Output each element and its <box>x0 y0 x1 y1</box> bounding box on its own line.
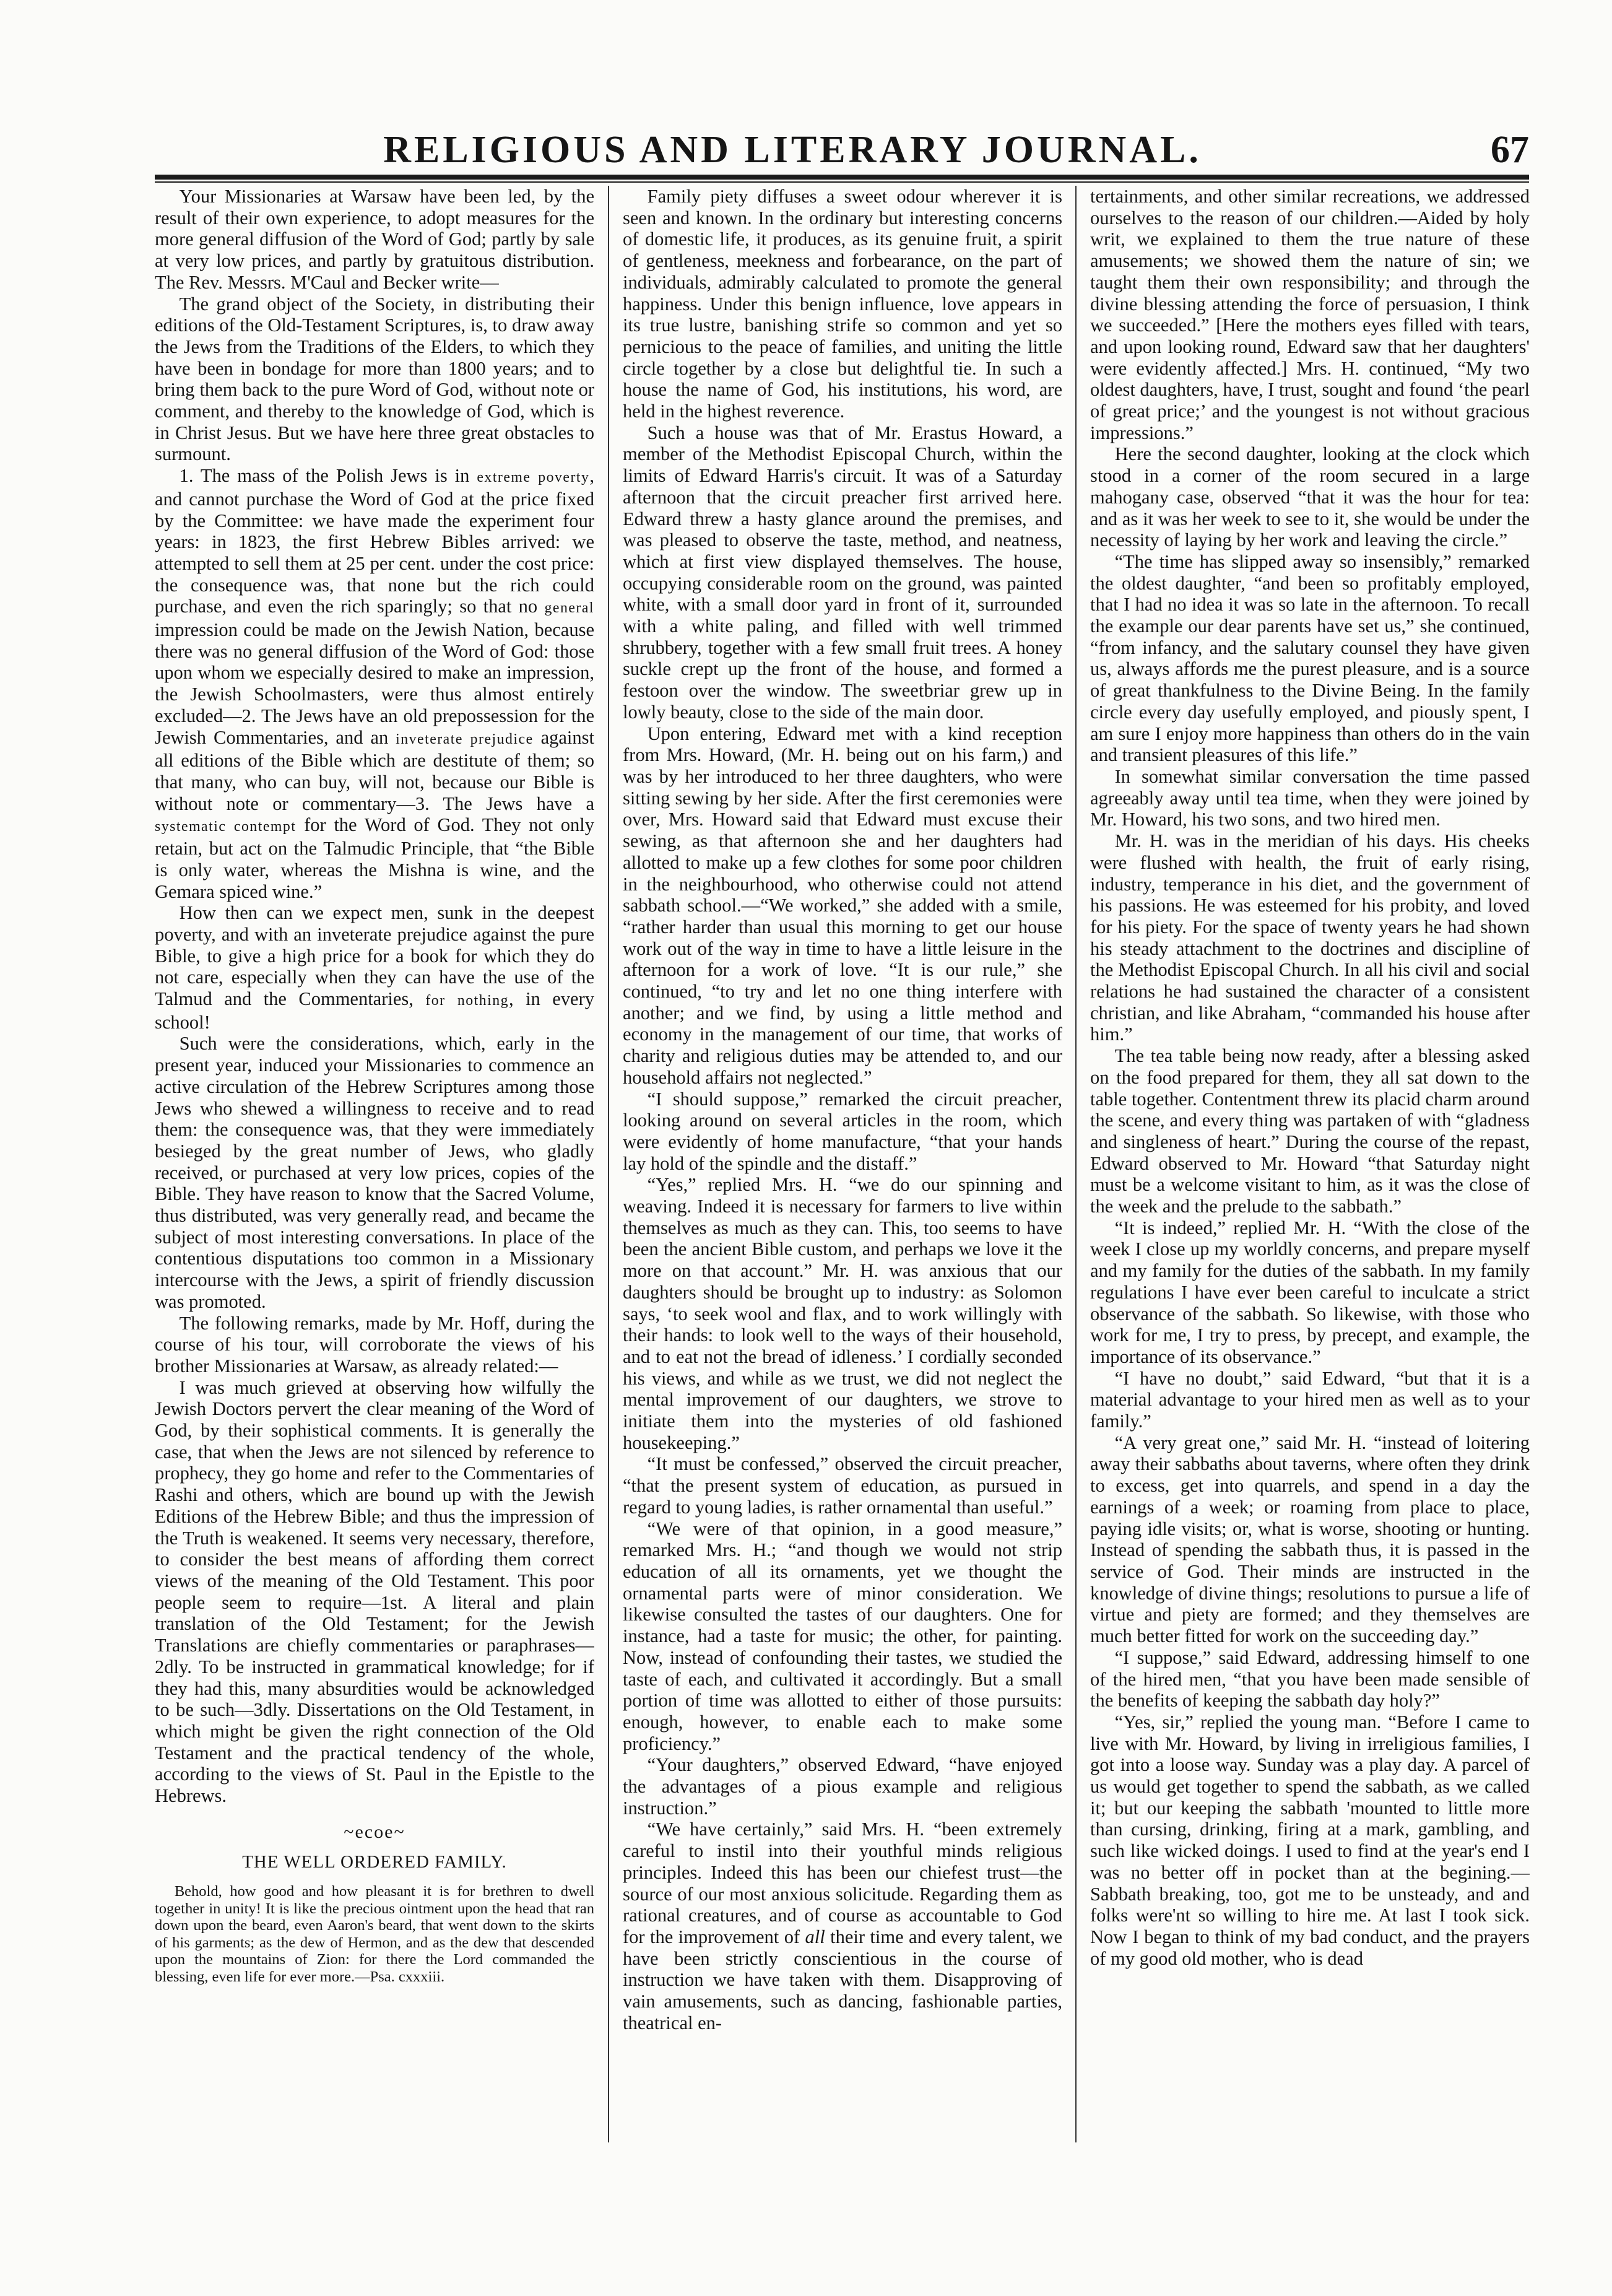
paragraph: “Yes, sir,” replied the young man. “Before I came to live with Mr. Howard, by living in irreligious families, I got into a loose way. Sunday was a play day. A parcel of us would get together to spend the sabbath, as we called it; but our keeping the sabbath 'mounted to little more than cursing, drinking, firing at a mark, gambling, and such like wicked doings. I used to find at the year's end I was no better off in pocket than at the begining.—Sabbath breaking, too, got me to be unsteady, and and folks were'nt so willing to hire me. At last I took sick. Now I began to think of my bad conduct, and the prayers of my good old mother, who is dead <box>1090 1711 1530 1969</box>
paragraph: “I should suppose,” remarked the circuit preacher, looking around on several articles in the room, which were evidently of home manufacture, “that your hands lay hold of the spindle and the distaff.” <box>623 1088 1062 1174</box>
page-number: 67 <box>1491 129 1529 171</box>
column-middle <box>623 186 1062 2167</box>
header-rule-thin <box>155 181 1529 183</box>
paragraph: “It must be confessed,” observed the circuit preacher, “that the present system of education, as pursued in regard to young ladies, is rather ornamental than useful.” <box>623 1453 1062 1518</box>
text-run: , and cannot purchase the Word of God at the price fixed by the Committee: we have made the experiment four years: in 1823, the first Hebrew Bibles arrived: we attempted to sell them at 25 per cent. under the cost price: the consequence was, that none but the rich could purchase, and even the rich sparingly; so that no <box>155 465 594 617</box>
paragraph: Upon entering, Edward met with a kind reception from Mrs. Howard, (Mr. H. being out on his farm,) and was by her introduced to her three daughters, who were sitting sewing by her side. After the first ceremonies were over, Mrs. Howard said that Edward must excuse their sewing, as that afternoon she and her daughters had allotted to make up a few clothes for some poor children in the neighbourhood, who otherwise could not attend sabbath school.—“We worked,” she added with a smile, “rather harder than usual this morning to get our house work out of the way in time to have a little leisure in the afternoon for a work of love. “It is our rule,” she continued, “to try and let no one thing interfere with another; and we find, by using a little method and economy in the management of our time, that works of charity and religious duties may be attended to, and our household affairs not neglected.” <box>623 723 1062 1088</box>
paragraph: The grand object of the Society, in distributing their editions of the Old-Testament Scriptures, is, to draw away the Jews from the Traditions of the Elders, to which they have been in bondage for more than 1800 years; and to bring them back to the pure Word of God, without note or comment, and thereby to the knowledge of God, which is in Christ Jesus. But we have here three great obstacles to surmount. <box>155 293 594 465</box>
paragraph <box>155 902 594 1033</box>
column-divider <box>1075 186 1077 2142</box>
italic-text: all <box>805 1926 825 1947</box>
small-caps-text: for nothing <box>425 993 509 1009</box>
paragraph: Your Missionaries at Warsaw have been led, by the result of their own experience, to adopt measures for the more general diffusion of the Word of God; partly by sale at very low prices, and partly by gratuitous distribution. The Rev. Messrs. M'Caul and Becker write— <box>155 186 594 293</box>
paragraph: “I have no doubt,” said Edward, “but that it is a material advantage to your hired men as well as to your family.” <box>1090 1367 1530 1432</box>
paragraph: Here the second daughter, looking at the clock which stood in a corner of the room secured in a large mahogany case, observed “that it was the hour for tea: and as it was her week to see to it, she would be under the necessity of laying by her work and leaving the circle.” <box>1090 443 1530 551</box>
paragraph: I was much grieved at observing how wilfully the Jewish Doctors pervert the clear meaning of the Word of God, by their sophistical comments. It is generally the case, that when the Jews are not silenced by reference to prophecy, they go home and refer to the Commentaries of Rashi and others, which are bound up with the Jewish Editions of the Hebrew Bible; and thus the impression of the Truth is weakened. It seems very necessary, therefore, to consider the best means of affording them correct views of the meaning of the Old Testament. This poor people seem to require—1st. A literal and plain translation of the Old Testament; for the Jewish Translations are chiefly commentaries or paraphrases—2dly. To be instructed in grammatical knowledge; for if they had this, many absurdities would be acknowledged to be such—3dly. Dissertations on the Old Testament, in which might be given the right connection of the Old Testament and the practical tendency of the whole, according to the views of St. Paul in the Epistle to the Hebrews. <box>155 1376 594 1807</box>
page-header <box>155 127 1529 180</box>
text-run: How then can we expect men, sunk in the deepest poverty, and with an inveterate prejudice against the pure Bible, to give a high price for a book for which they do not care, especially when they can have the use of the Talmud and the Commentaries, <box>155 902 594 1010</box>
column-right <box>1090 186 1530 2167</box>
text-run: , in every school! <box>155 988 594 1033</box>
paragraph: “We were of that opinion, in a good measure,” remarked Mrs. H.; “and though we would not strip education of all its ornaments, yet we thought the ornamental parts were of minor consideration. We likewise consulted the tastes of our daughters. One for instance, had a taste for music; the other, for painting. Now, instead of confounding their tastes, we studied the taste of each, and cultivated it accordingly. But a small portion of time was allotted to either of those pursuits: enough, however, to enable each to make some proficiency.” <box>623 1518 1062 1754</box>
text-run: against all editions of the Bible which are destitute of them; so that many, who can buy, will not, because our Bible is without note or commentary—3. The Jews have a <box>155 726 594 814</box>
paragraph: tertainments, and other similar recreations, we addressed ourselves to the reason of our children.—Aided by holy writ, we explained to them the true nature of these amusements; we showed them the nature of sin; we taught them their own responsibility; and through the divine blessing attending the force of persuasion, I think we succeeded.” [Here the mothers eyes filled with tears, and upon looking round, Edward saw that her daughters' were evidently affected.] Mrs. H. continued, “My two oldest daughters, have, I trust, sought and found ‘the pearl of great price;’ and the youngest is not without gracious impressions.” <box>1090 186 1530 443</box>
small-caps-text: extreme poverty <box>477 469 590 486</box>
paragraph: The tea table being now ready, after a blessing asked on the food prepared for them, they all sat down to the table together. Contentment threw its placid charm around the scene, and every thing was partaken of with “gladness and singleness of heart.” During the course of the repast, Edward observed to Mr. Howard “that Saturday night must be a welcome visitant to him, as it was the close of the week and the prelude to the sabbath.” <box>1090 1045 1530 1217</box>
ornament-divider: ~ecoe~ <box>344 1821 405 1842</box>
section-heading: THE WELL ORDERED FAMILY. <box>242 1852 507 1872</box>
paragraph: “The time has slipped away so insensibly,” remarked the oldest daughter, “and been so profitably employed, that I had no idea it was so late in the afternoon. To recall the example our dear parents have set us,” she continued, “from infancy, and the salutary counsel they have given us, always affords me the purest pleasure, and is a source of great thankfulness to the Divine Being. In the family circle every day usefully employed, and piously spent, I am sure I enjoy more happiness than others do in the vain and transient pleasures of this life.” <box>1090 550 1530 766</box>
small-caps-text: systematic contempt <box>155 819 297 835</box>
paragraph: “Yes,” replied Mrs. H. “we do our spinning and weaving. Indeed it is necessary for farmers to live within themselves as much as they can. This, too seems to have been the ancient Bible custom, and perhaps we love it the more on that account.” Mr. H. was anxious that our daughters should be brought up to industry: as Solomon says, ‘to seek wool and flax, and to work willingly with their hands: to look well to the ways of their household, and to eat not the bread of idleness.’ I cordially seconded his views, and while as we trust, we did not neglect the mental improvement of our daughters, we strove to initiate them into the mysteries of old fashioned housekeeping.” <box>623 1174 1062 1453</box>
column-divider <box>608 186 609 2142</box>
epigraph: Behold, how good and how pleasant it is for brethren to dwell together in unity! It is like the precious ointment upon the head that ran down upon the beard, even Aaron's beard, that went down to the skirts of his garments; as the dew of Hermon, and as the dew that descended upon the mountains of Zion: for there the Lord commanded the blessing, even life for ever more.—Psa. cxxxiii. <box>155 1883 594 1985</box>
small-caps-text: inveterate prejudice <box>396 731 534 747</box>
column-left <box>155 186 594 2167</box>
paragraph: Family piety diffuses a sweet odour wherever it is seen and known. In the ordinary but interesting concerns of domestic life, it produces, as its genuine fruit, a spirit of gentleness, meekness and forbearance, on the part of individuals, admirably calculated to promote the general happiness. Under this benign influence, love appears in its true lustre, banishing strife so common and yet so pernicious to the peace of families, and uniting the little circle together by a close but delightful tie. In such a house the name of God, his institutions, his word, are held in the highest reverence. <box>623 186 1062 422</box>
text-run: 1. The mass of the Polish Jews is in <box>179 465 477 487</box>
text-run: impression could be made on the Jewish Nation, because there was no general diffusion of the Word of God: those upon whom we especially desired to make an impression, the Jewish Schoolmasters, were thus almost entirely excluded—2. The Jews have an old prepossession for the Jewish Commentaries, and an <box>155 619 594 748</box>
paragraph: “I suppose,” said Edward, addressing himself to one of the hired men, “that you have been made sensible of the benefits of keeping the sabbath day holy?” <box>1090 1646 1530 1711</box>
paragraph: The following remarks, made by Mr. Hoff, during the course of his tour, will corroborate the views of his brother Missionaries at Warsaw, as already related:— <box>155 1312 594 1376</box>
header-rule-thick <box>155 175 1529 180</box>
text-run: “We have certainly,” said Mrs. H. “been extremely careful to instil into their youthful minds religious principles. Indeed this has been our chiefest trust—the source of our most anxious solicitude. Regarding them as rational creatures, and of course as accountable to God for the improvement of <box>623 1819 1062 1947</box>
paragraph: “A very great one,” said Mr. H. “instead of loitering away their sabbaths about taverns, where often they drink to excess, get into quarrels, and spend in a day the earnings of a week; or roaming from place to place, paying idle visits; or, what is worse, shooting or hunting. Instead of spending the sabbath thus, it is passed in the service of God. Their minds are instructed in the knowledge of divine things; resolutions to pursue a life of virtue and piety are formed; and they themselves are much better fitted for work on the succeeding day.” <box>1090 1432 1530 1647</box>
paragraph: In somewhat similar conversation the time passed agreeably away until tea time, when they were joined by Mr. Howard, his two sons, and two hired men. <box>1090 765 1530 830</box>
text-run: their time and every talent, we have been strictly conscientious in the course of instruction we have taken with them. Disapproving of vain amusements, such as dancing, fashionable parties, theatrical en- <box>623 1926 1062 2033</box>
small-caps-text: general <box>544 600 594 617</box>
paragraph: Such a house was that of Mr. Erastus Howard, a member of the Methodist Episcopal Church, within the limits of Edward Harris's circuit. It was of a Saturday afternoon that the circuit preacher first arrived here. Edward threw a hasty glance around the premises, and was pleased to observe the taste, method, and neatness, which at first view displayed themselves. The house, occupying considerable room on the ground, was painted white, with a small door yard in front of it, surrounded with a white paling, and filled with well trimmed shrubbery, together with a few small fruit trees. A honey suckle crept up the front of the house, and formed a festoon over the window. The sweetbriar grew up in lowly beauty, close to the side of the main door. <box>623 422 1062 723</box>
paragraph: Such were the considerations, which, early in the present year, induced your Missionaries to commence an active circulation of the Hebrew Scriptures among those Jews who shewed a willingness to receive and to read them: the consequence was, that they were immediately besieged by the great number of Jews, who gladly received, or purchased at very low prices, copies of the Bible. They have reason to know that the Sacred Volume, thus distributed, was very generally read, and became the subject of most interesting conversations. In place of the contentious disputations too common in a Missionary intercourse with the Jews, a spirit of friendly discussion was promoted. <box>155 1033 594 1312</box>
paragraph: “Your daughters,” observed Edward, “have enjoyed the advantages of a pious example and religious instruction.” <box>623 1754 1062 1819</box>
paragraph <box>155 465 594 902</box>
journal-title: RELIGIOUS AND LITERARY JOURNAL. <box>383 129 1202 171</box>
paragraph: “It is indeed,” replied Mr. H. “With the close of the week I close up my worldly concerns, and prepare myself and my family for the duties of the sabbath. In my family regulations I have ever been careful to inculcate a strict observance of the sabbath. So likewise, with those who work for me, I try to press, by precept, and example, the importance of its observance.” <box>1090 1217 1530 1367</box>
paragraph <box>623 1819 1062 2033</box>
paragraph: Mr. H. was in the meridian of his days. His cheeks were flushed with health, the fruit of early rising, industry, temperance in his diet, and the government of his passions. He was esteemed for his probity, and loved for his piety. For the space of twenty years he had shown his steady attachment to the doctrines and discipline of the Methodist Episcopal Church. In all his civil and social relations he had sustained the character of a consistent christian, and like Abraham, “commanded his house after him.” <box>1090 830 1530 1045</box>
text-run: for the Word of God. They not only retain, but act on the Talmudic Principle, that “the Bible is only water, whereas the Mishna is wine, and the Gemara spiced wine.” <box>155 814 594 902</box>
